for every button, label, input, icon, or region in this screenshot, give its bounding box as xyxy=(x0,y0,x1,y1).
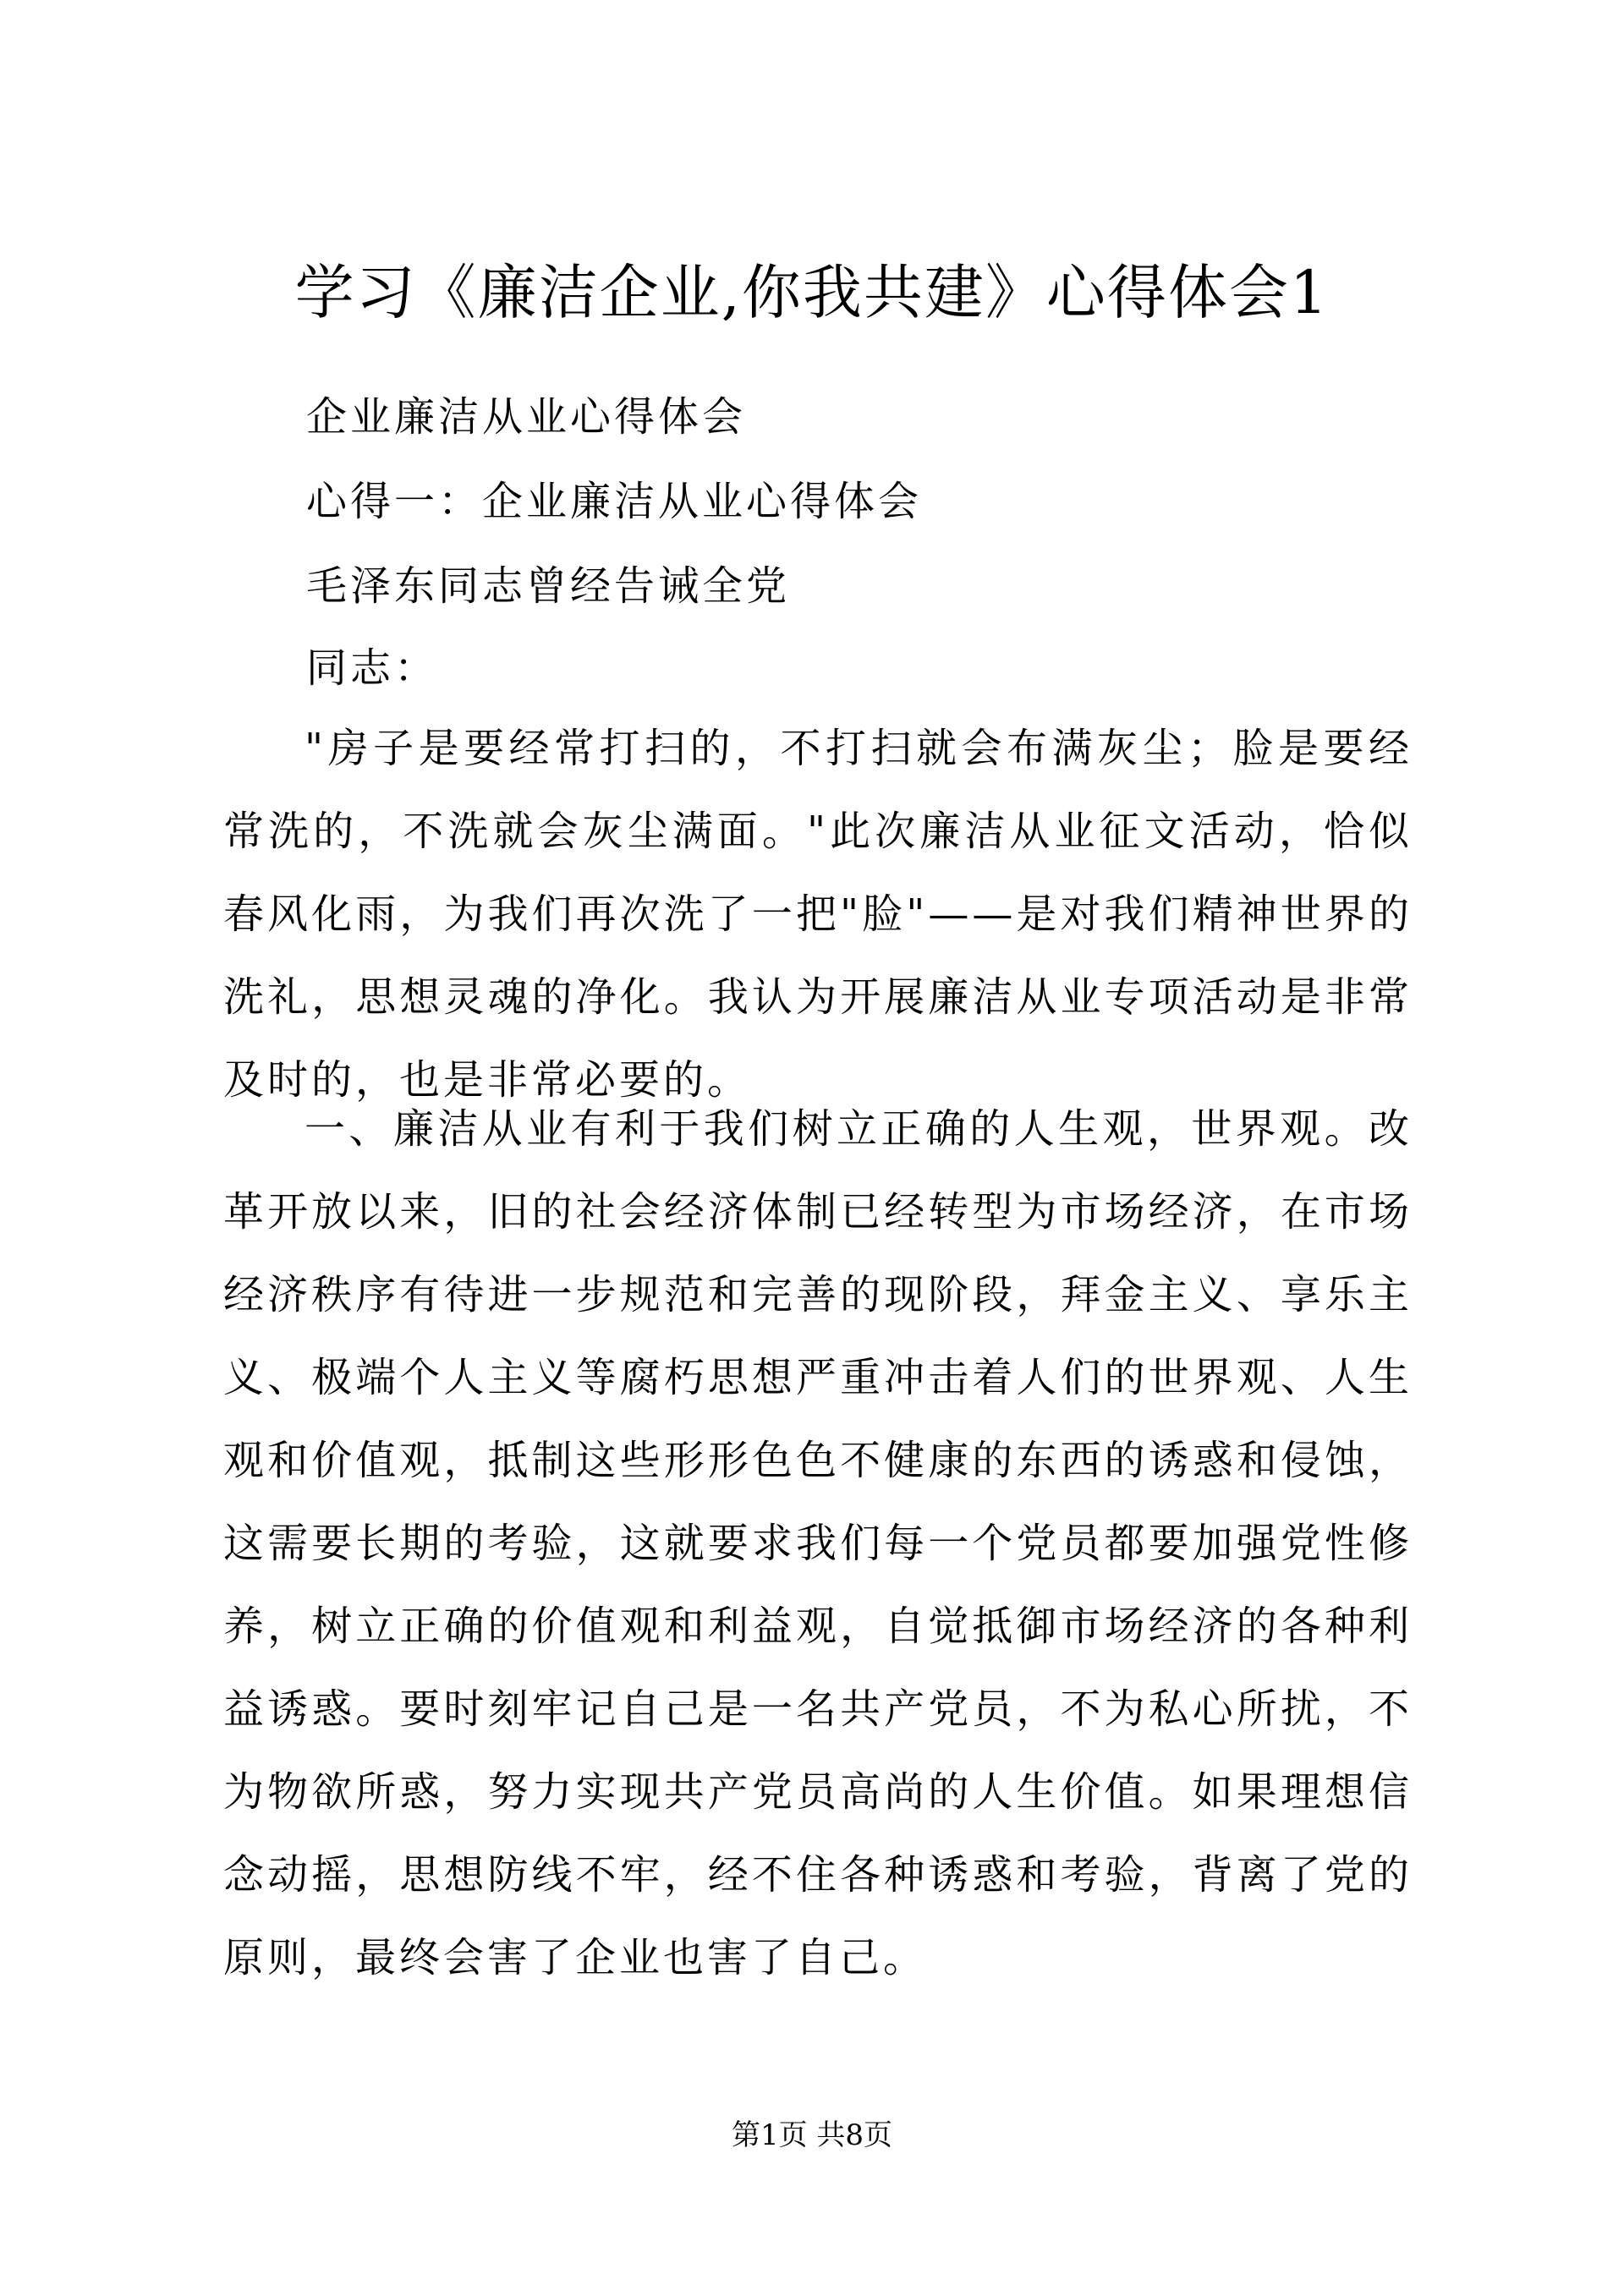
section-heading: 心得一：企业廉洁从业心得体会 xyxy=(306,478,923,525)
page-number: 第1页 共8页 xyxy=(731,2118,893,2152)
intro-line: 毛泽东同志曾经告诫全党 xyxy=(306,562,791,610)
paragraph-section-one: 一、廉洁从业有利于我们树立正确的人生观，世界观。改革开放以来，旧的社会经济体制已经转型为市场经济，在市场经济秩序有待进一步规范和完善的现阶段，拜金主义、享乐主义、极端个人主义等腐朽思想严重冲击着人们的世界观、人生观和价值观，抵制这些形形色色不健康的东西的诱惑和侵蚀，这需要长期的考验，这就要求我们每一个党员都要加强党性修养，树立正确的价值观和利益观，自觉抵御市场经济的各种利益诱惑。要时刻牢记自己是一名共产党员，不为私心所扰，不为物欲所惑，努力实现共产党员高尚的人生价值。如果理想信念动摇，思想防线不牢，经不住各种诱惑和考验，背离了党的原则，最终会害了企业也害了自己。 xyxy=(223,1105,1413,1981)
document-title: 学习《廉洁企业,你我共建》心得体会1 xyxy=(294,258,1330,327)
salutation: 同志： xyxy=(306,644,439,692)
paragraph-quote: "房子是要经常打扫的，不打扫就会布满灰尘；脸是要经常洗的，不洗就会灰尘满面。"此次廉洁从业征文活动，恰似春风化雨，为我们再次洗了一把"脸"——是对我们精神世界的洗礼，思想灵魂的净化。我认为开展廉洁从业专项活动是非常及时的，也是非常必要的。 xyxy=(223,725,1413,1104)
subtitle: 企业廉洁从业心得体会 xyxy=(306,393,747,441)
